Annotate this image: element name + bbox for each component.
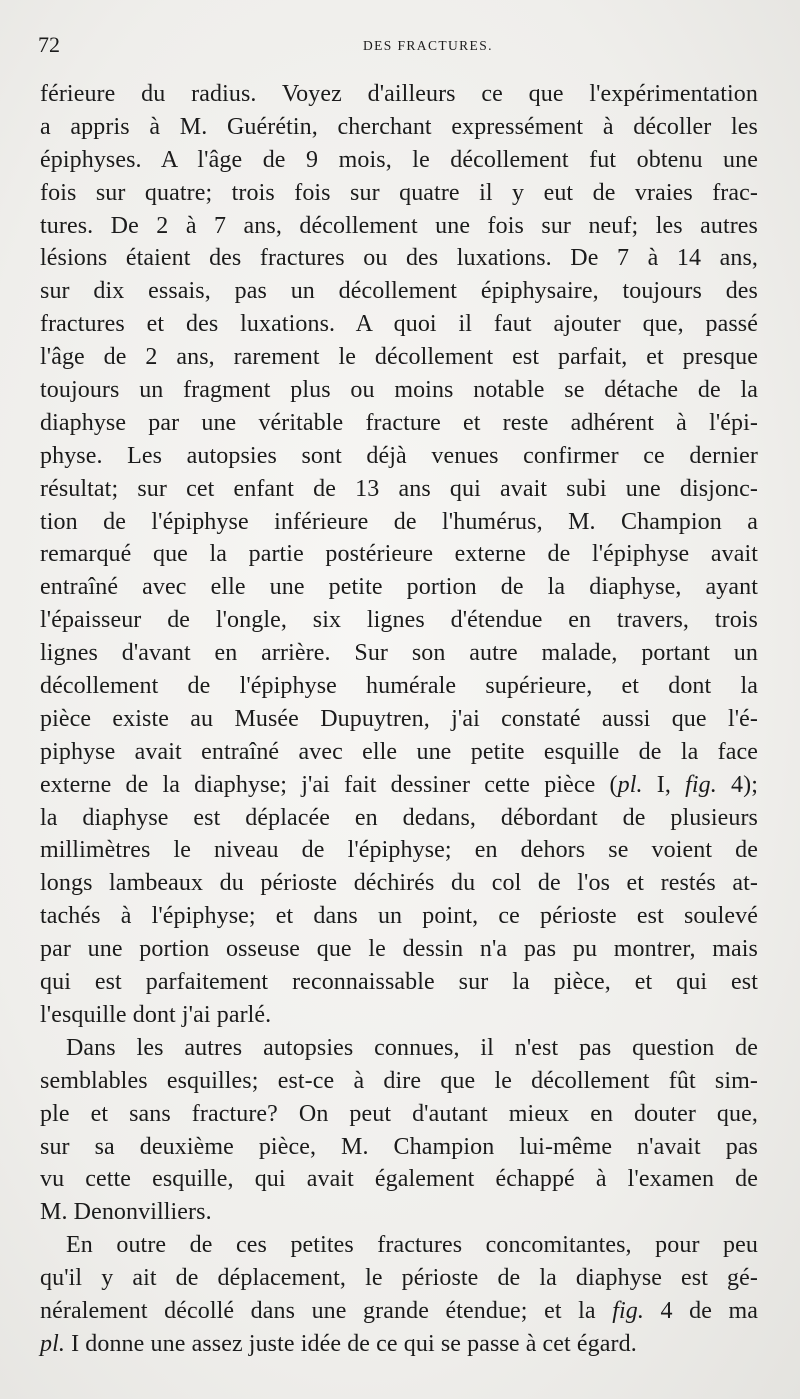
body-text bbox=[40, 78, 758, 1361]
text-line: En outre de ces petites fractures concomitantes, pour peu bbox=[66, 1232, 758, 1259]
italic-segment: fig. bbox=[685, 771, 717, 798]
text-line: par une portion osseuse que le dessin n'a pas pu montrer, mais bbox=[40, 936, 758, 963]
text-line: longs lambeaux du périoste déchirés du col de l'os et restés at- bbox=[40, 870, 758, 897]
text-line: diaphyse par une véritable fracture et reste adhérent à l'épi- bbox=[40, 409, 758, 436]
text-segment: néralement décollé dans une grande étendue; et la bbox=[40, 1297, 613, 1324]
paragraph-3 bbox=[40, 1229, 758, 1361]
text-line: semblables esquilles; est-ce à dire que le décollement fût sim- bbox=[40, 1067, 758, 1094]
italic-segment: pl. bbox=[617, 771, 643, 798]
text-line: l'âge de 2 ans, rarement le décollement est parfait, et presque bbox=[40, 344, 758, 371]
text-line: pièce existe au Musée Dupuytren, j'ai constaté aussi que l'é- bbox=[40, 705, 758, 732]
text-line: tures. De 2 à 7 ans, décollement une fois sur neuf; les autres bbox=[40, 212, 758, 239]
text-line: sur sa deuxième pièce, M. Champion lui-même n'avait pas bbox=[40, 1133, 758, 1160]
running-title: DES FRACTURES. bbox=[363, 38, 493, 53]
text-line bbox=[40, 1295, 758, 1328]
text-line: vu cette esquille, qui avait également échappé à l'examen de bbox=[40, 1166, 758, 1193]
text-segment: 4 de ma bbox=[643, 1297, 758, 1324]
text-line: sur dix essais, pas un décollement épiphysaire, toujours des bbox=[40, 278, 758, 305]
text-line: décollement de l'épiphyse humérale supérieure, et dont la bbox=[40, 673, 758, 700]
text-line: piphyse avait entraîné avec elle une petite esquille de la face bbox=[40, 738, 758, 765]
text-segment: externe de la diaphyse; j'ai fait dessiner cette pièce ( bbox=[40, 771, 618, 798]
paragraph-2 bbox=[40, 1032, 758, 1229]
text-line: lignes d'avant en arrière. Sur son autre malade, portant un bbox=[40, 640, 758, 667]
text-line: fractures et des luxations. A quoi il faut ajouter que, passé bbox=[40, 311, 758, 338]
text-line: ple et sans fracture? On peut d'autant mieux en douter que, bbox=[40, 1100, 758, 1127]
text-line bbox=[40, 1328, 758, 1361]
page-number: 72 bbox=[38, 32, 60, 57]
text-line: tion de l'épiphyse inférieure de l'humérus, M. Champion a bbox=[40, 508, 758, 535]
italic-segment: fig. bbox=[612, 1297, 644, 1324]
text-line: qui est parfaitement reconnaissable sur la pièce, et qui est bbox=[40, 969, 758, 996]
text-line: l'épaisseur de l'ongle, six lignes d'étendue en travers, trois bbox=[40, 607, 758, 634]
text-line: entraîné avec elle une petite portion de la diaphyse, ayant bbox=[40, 574, 758, 601]
paragraph-1 bbox=[40, 78, 758, 1032]
text-segment: I donne une assez juste idée de ce qui se passe à cet égard. bbox=[64, 1330, 637, 1357]
text-segment: 4); bbox=[716, 771, 758, 798]
text-line: qu'il y ait de déplacement, le périoste de la diaphyse est gé- bbox=[40, 1265, 758, 1292]
text-line: remarqué que la partie postérieure externe de l'épiphyse avait bbox=[40, 541, 758, 568]
text-line: férieure du radius. Voyez d'ailleurs ce que l'expérimentation bbox=[40, 81, 758, 107]
text-line: Dans les autres autopsies connues, il n'est pas question de bbox=[66, 1034, 758, 1061]
text-line bbox=[40, 769, 758, 802]
page-header bbox=[38, 32, 758, 62]
text-line: a appris à M. Guérétin, cherchant expressément à décoller les bbox=[40, 113, 758, 140]
italic-segment: pl. bbox=[40, 1330, 65, 1357]
text-line: millimètres le niveau de l'épiphyse; en dehors se voient de bbox=[40, 837, 758, 864]
text-line: la diaphyse est déplacée en dedans, débordant de plusieurs bbox=[40, 804, 758, 831]
text-line: l'esquille dont j'ai parlé. bbox=[40, 1001, 272, 1028]
text-line: épiphyses. A l'âge de 9 mois, le décollement fut obtenu une bbox=[40, 146, 758, 173]
text-line: toujours un fragment plus ou moins notable se détache de la bbox=[40, 377, 758, 404]
text-line: résultat; sur cet enfant de 13 ans qui avait subi une disjonc- bbox=[40, 475, 758, 502]
text-segment: I, bbox=[642, 771, 686, 798]
text-line: fois sur quatre; trois fois sur quatre il y eut de vraies frac- bbox=[40, 179, 758, 206]
text-line: lésions étaient des fractures ou des luxations. De 7 à 14 ans, bbox=[40, 245, 758, 272]
text-line: M. Denonvilliers. bbox=[40, 1199, 212, 1226]
text-line: physe. Les autopsies sont déjà venues confirmer ce dernier bbox=[40, 442, 758, 469]
text-line: tachés à l'épiphyse; et dans un point, ce périoste est soulevé bbox=[40, 903, 758, 930]
